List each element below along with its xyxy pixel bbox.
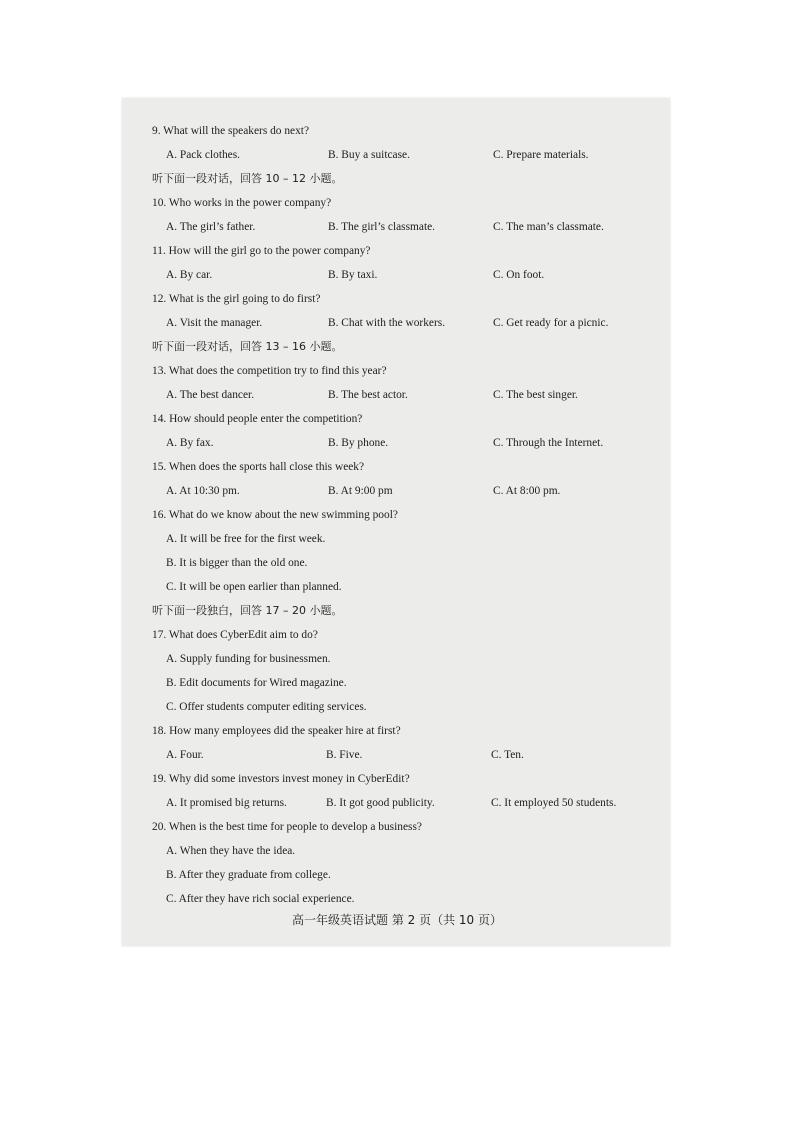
option-c: C. The best singer.: [493, 389, 578, 401]
question-block: [152, 122, 662, 170]
option-c: C. After they have rich social experience.: [166, 893, 355, 905]
question-block: [152, 290, 662, 338]
option-b: B. The best actor.: [328, 389, 408, 401]
question-text: 13. What does the competition try to find this year?: [152, 365, 387, 377]
option-c: C. The man’s classmate.: [493, 221, 604, 233]
option-b: B. By taxi.: [328, 269, 378, 281]
option-c: C. Through the Internet.: [493, 437, 604, 449]
question-block: [152, 770, 662, 818]
question-text: 14. How should people enter the competition?: [152, 413, 363, 425]
question-text: 17. What does CyberEdit aim to do?: [152, 629, 318, 641]
options-row: [152, 482, 662, 506]
option-b: B. After they graduate from college.: [166, 869, 331, 881]
option-a: A. It will be free for the first week.: [166, 533, 326, 545]
option-c: C. It employed 50 students.: [491, 797, 617, 809]
question-text: 18. How many employees did the speaker hire at first?: [152, 725, 401, 737]
question-text: 10. Who works in the power company?: [152, 197, 332, 209]
question-block: [152, 194, 662, 242]
section-instruction: 听下面一段对话，回答 10 – 12 小题。: [152, 172, 343, 185]
options-row: [152, 386, 662, 410]
section-instruction: 听下面一段独白，回答 17 – 20 小题。: [152, 604, 343, 617]
option-a: A. By car.: [166, 269, 213, 281]
option-c: C. Ten.: [491, 749, 524, 761]
options-row: [152, 146, 662, 170]
option-c: C. It will be open earlier than planned.: [166, 581, 342, 593]
options-row: [152, 266, 662, 290]
options-row: [152, 794, 662, 818]
question-text: 9. What will the speakers do next?: [152, 125, 309, 137]
option-a: A. Pack clothes.: [166, 149, 241, 161]
options-row: [152, 314, 662, 338]
option-c: C. Prepare materials.: [493, 149, 589, 161]
option-b: B. The girl’s classmate.: [328, 221, 436, 233]
option-b: B. By phone.: [328, 437, 389, 449]
option-a: A. The girl’s father.: [166, 221, 256, 233]
option-a: A. It promised big returns.: [166, 797, 287, 809]
option-c: C. Offer students computer editing services.: [166, 701, 367, 713]
question-text: 12. What is the girl going to do first?: [152, 293, 321, 305]
option-c: C. On foot.: [493, 269, 545, 281]
option-a: A. Visit the manager.: [166, 317, 263, 329]
question-block: [152, 362, 662, 410]
question-text: 16. What do we know about the new swimming pool?: [152, 509, 398, 521]
question-block: [152, 626, 662, 722]
question-block: [152, 458, 662, 506]
option-b: B. Chat with the workers.: [328, 317, 446, 329]
option-b: B. At 9:00 pm: [328, 485, 393, 497]
option-b: B. It is bigger than the old one.: [166, 557, 308, 569]
option-a: A. By fax.: [166, 437, 214, 449]
options-row: [152, 218, 662, 242]
question-block: [152, 818, 662, 914]
question-block: [152, 506, 662, 602]
option-b: B. Buy a suitcase.: [328, 149, 410, 161]
question-list: [152, 122, 662, 914]
question-block: [152, 242, 662, 290]
question-block: [152, 410, 662, 458]
question-text: 11. How will the girl go to the power company?: [152, 245, 371, 257]
option-b: B. Edit documents for Wired magazine.: [166, 677, 347, 689]
question-text: 20. When is the best time for people to develop a business?: [152, 821, 422, 833]
options-row: [152, 746, 662, 770]
option-c: C. At 8:00 pm.: [493, 485, 561, 497]
option-b: B. It got good publicity.: [326, 797, 435, 809]
question-text: 15. When does the sports hall close this week?: [152, 461, 365, 473]
option-b: B. Five.: [326, 749, 363, 761]
option-a: A. At 10:30 pm.: [166, 485, 240, 497]
page-footer: 高一年级英语试题 第 2 页（共 10 页）: [292, 913, 502, 927]
options-row: [152, 434, 662, 458]
option-a: A. The best dancer.: [166, 389, 255, 401]
option-a: A. Four.: [166, 749, 204, 761]
question-block: [152, 722, 662, 770]
option-a: A. Supply funding for businessmen.: [166, 653, 331, 665]
question-text: 19. Why did some investors invest money in CyberEdit?: [152, 773, 410, 785]
option-c: C. Get ready for a picnic.: [493, 317, 609, 329]
section-instruction: 听下面一段对话，回答 13 – 16 小题。: [152, 340, 343, 353]
option-a: A. When they have the idea.: [166, 845, 296, 857]
